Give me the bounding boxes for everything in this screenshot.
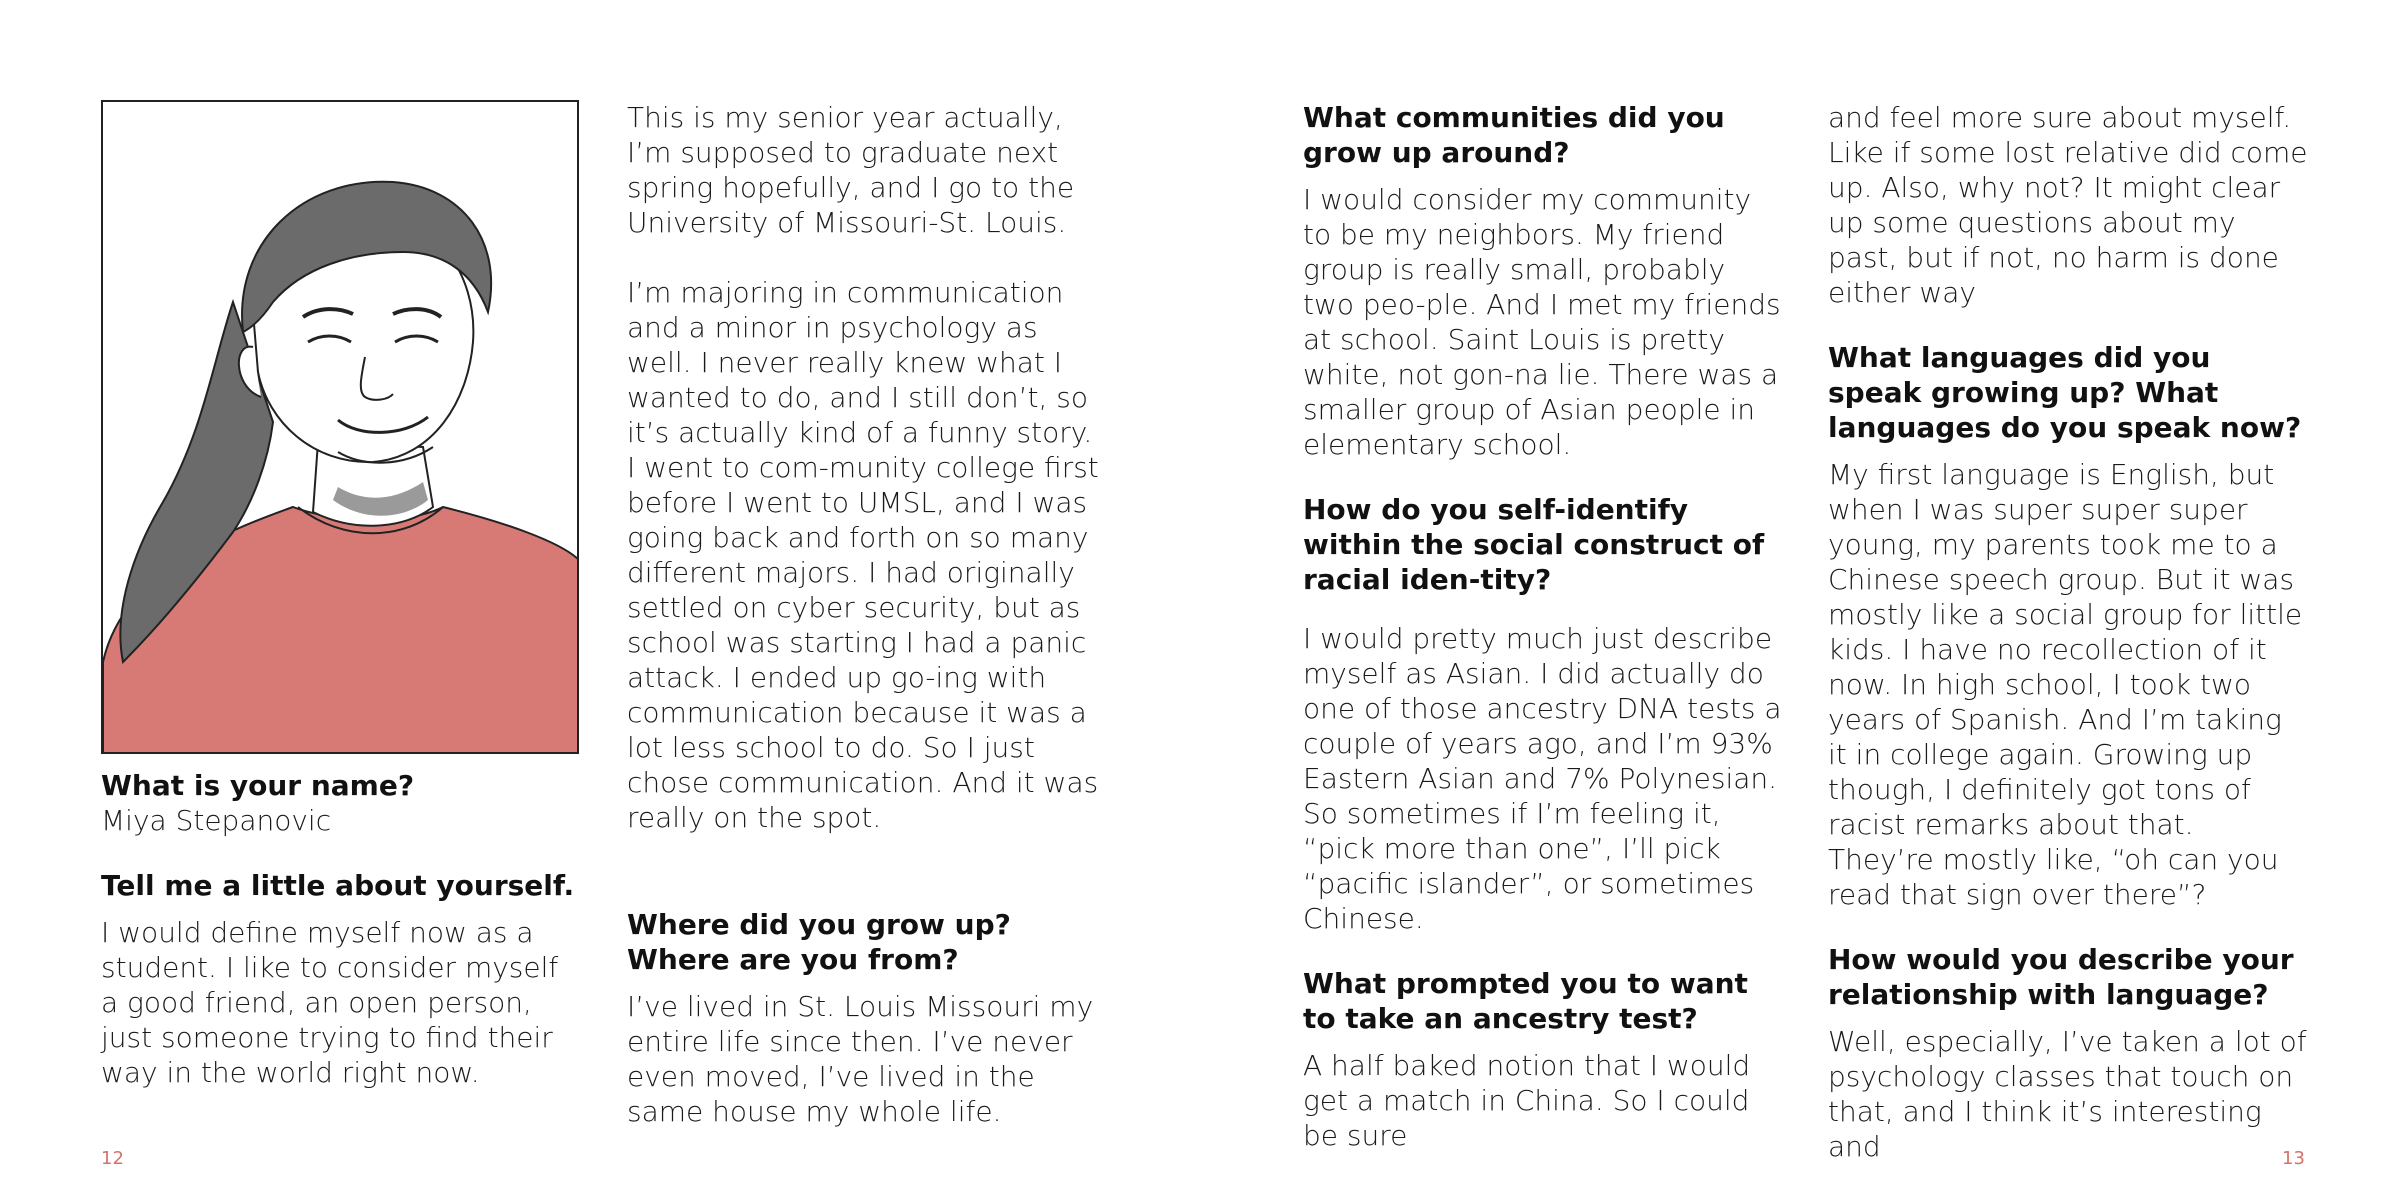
answer-name: Miya Stepanovic	[101, 804, 332, 837]
answer-grow-up: I’ve lived in St. Louis Missouri my entire life since then. I’ve never even moved, I’ve lived in the same house my whole life.	[627, 990, 1094, 1128]
answer-about-1: I would define myself now as a student. I like to consider myself a good friend, an open person, just someone trying to find their way in the world right now.	[101, 916, 559, 1089]
question-identity: How do you self-identify within the social construct of racial iden-tity?	[1303, 493, 1765, 596]
left-column-1	[101, 100, 581, 1090]
question-ancestry: What prompted you to want to take an ancestry test?	[1303, 967, 1748, 1035]
answer-communities: I would consider my community to be my neighbors. My friend group is really small, probably two peo-ple. And I met my friends at school. Saint Louis is pretty white, not gon-na lie. There was a smaller group of Asian people in elementary school.	[1303, 183, 1781, 461]
question-grow-up: Where did you grow up? Where are you from?	[627, 908, 1011, 976]
portrait-drawing	[103, 102, 579, 754]
question-relationship: How would you describe your relationship with language?	[1828, 943, 2294, 1011]
answer-ancestry-2: and feel more sure about myself. Like if some lost relative did come up. Also, why not? It might clear up some questions about my past, but if not, no harm is done either way	[1828, 101, 2308, 309]
portrait-illustration-icon	[101, 100, 579, 754]
question-name: What is your name?	[101, 769, 415, 802]
page-number-left: 12	[101, 1148, 124, 1169]
answer-languages: My first language is English, but when I was super super super young, my parents took me to a Chinese speech group. But it was mostly like a social group for little kids. I have no recollection of it now. In high school, I took two years of Spanish. And I’m taking it in college again. Growing up though, I definitely got tons of racist remarks about that. They’re mostly like, “oh can you read that sign over there”?	[1828, 458, 2303, 911]
right-column-2	[1828, 100, 2308, 1164]
page-number-right: 13	[2282, 1148, 2305, 1169]
answer-relationship: Well, especially, I’ve taken a lot of psychology classes that touch on that, and I think it’s interesting and	[1828, 1025, 2307, 1163]
right-column-1	[1303, 100, 1783, 1153]
question-communities: What communities did you grow up around?	[1303, 101, 1725, 169]
question-about: Tell me a little about yourself.	[101, 869, 575, 902]
answer-identity: I would pretty much just describe myself as Asian. I did actually do one of those ancestry DNA tests a couple of years ago, and I’m 93% Eastern Asian and 7% Polynesian. So sometimes if I’m feeling it, “pick more than one”, I’ll pick “pacific islander”, or sometimes Chinese.	[1303, 622, 1782, 935]
answer-ancestry-1: A half baked notion that I would get a match in China. So I could be sure	[1303, 1049, 1751, 1152]
answer-about-3: I’m majoring in communication and a minor in psychology as well. I never really knew what I wanted to do, and I still don’t, so it’s actually kind of a funny story. I went to com-munity college first before I went to UMSL, and I was going back and forth on so many different majors. I had originally settled on cyber security, but as school was starting I had a panic attack. I ended up go-ing with communication because it was a lot less school to do. So I just chose communication. And it was really on the spot.	[627, 276, 1099, 834]
left-column-2	[627, 100, 1107, 1129]
answer-about-2: This is my senior year actually, I’m supposed to graduate next spring hopefully, and I go to the University of Missouri-St. Louis.	[627, 101, 1075, 239]
question-languages: What languages did you speak growing up? What languages do you speak now?	[1828, 341, 2302, 444]
